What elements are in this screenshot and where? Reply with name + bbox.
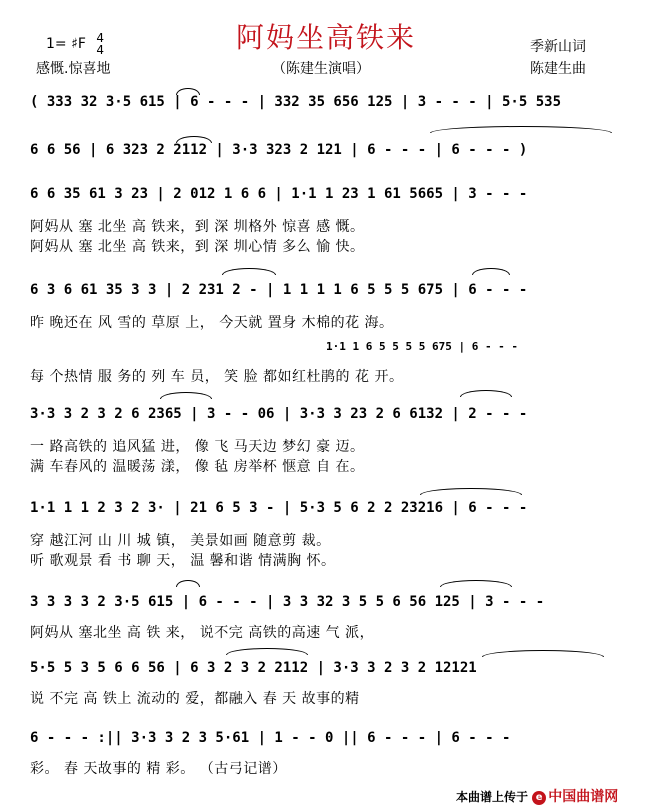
slur-mark [472, 268, 510, 275]
slur-mark [160, 392, 212, 399]
time-signature [96, 32, 104, 56]
composer-credit: 陈建生曲 [530, 61, 586, 77]
lyric-row-5b: 满 车春风的 温暖荡 漾， 像 毡 房举杯 惬意 自 在。 [30, 459, 365, 475]
slur-mark [226, 648, 308, 655]
score-row-3: 6 6 35 61 3 23 | 2 012 1 6 6 | 1·1 1 23 1 61 5665 | 3 - - - [30, 186, 528, 202]
time-sig-bottom: 4 [96, 43, 105, 57]
site-logo-icon: e [532, 791, 546, 805]
lyric-row-3a: 阿妈从 塞 北坐 高 铁来，到 深 圳格外 惊喜 感 慨。 [30, 219, 365, 235]
lyric-row-8: 说 不完 高 铁上 流动的 爱，都融入 春 天 故事的精 [30, 691, 360, 707]
slur-mark [460, 390, 512, 397]
time-sig-top: 4 [96, 31, 105, 45]
lyric-row-4: 昨 晚还在 风 雪的 草原 上， 今天就 置身 木棉的花 海。 [30, 315, 394, 331]
upload-label: 本曲谱上传于 [456, 790, 529, 804]
expression-mark: 感慨.惊喜地 [36, 61, 111, 77]
lyric-row-6b: 听 歌观景 看 书 聊 天， 温 馨和谐 情满胸 怀。 [30, 553, 336, 569]
upload-note [456, 786, 618, 806]
lyric-row-7: 阿妈从 塞北坐 高 铁 来， 说不完 高铁的高速 气 派， [30, 625, 375, 641]
score-row-7: 3 3 3 3 2 3·5 615 | 6 - - - | 3 3 32 3 5 5 6 56 125 | 3 - - - [30, 594, 545, 610]
slur-mark [176, 580, 200, 587]
slur-mark [176, 88, 200, 95]
key-text: 1= ♯F [46, 36, 86, 52]
lyric-row-9: 彩。 春 天故事的 精 彩。 （古弓记谱） [30, 761, 287, 777]
lyric-row-4-variant: 每 个热情 服 务的 列 车 员， 笑 脸 都如红杜鹃的 花 开。 [30, 369, 404, 385]
slur-mark [440, 580, 512, 587]
score-row-4-variant: 1·1 1 6 5 5 5 5 675 | 6 - - - [326, 340, 519, 353]
score-row-4: 6 3 6 61 35 3 3 | 2 231 2 - | 1 1 1 1 6 5 5 5 675 | 6 - - - [30, 282, 528, 298]
slur-mark [420, 488, 522, 495]
slur-mark [176, 136, 212, 143]
score-row-5: 3·3 3 2 3 2 6 2365 | 3 - - 06 | 3·3 3 23 2 6 6132 | 2 - - - [30, 406, 528, 422]
score-row-8: 5·5 5 3 5 6 6 56 | 6 3 2 3 2 2112 | 3·3 3 2 3 2 12121 [30, 660, 477, 676]
site-name: 中国曲谱网 [548, 789, 619, 805]
score-row-2: 6 6 56 | 6 323 2 2112 | 3·3 323 2 121 | 6 - - - | 6 - - - ) [30, 142, 528, 158]
performer-credit: （陈建生演唱） [272, 61, 370, 77]
lyric-row-6a: 穿 越江河 山 川 城 镇， 美景如画 随意剪 裁。 [30, 533, 331, 549]
slur-mark [222, 268, 276, 275]
score-row-9: 6 - - - :|| 3·3 3 2 3 5·61 | 1 - - 0 || 6 - - - | 6 - - - [30, 730, 511, 746]
song-title: 阿妈坐高铁来 [235, 21, 416, 54]
tie-mark [430, 126, 612, 133]
score-row-6: 1·1 1 1 2 3 2 3· | 21 6 5 3 - | 5·3 5 6 2 2 23216 | 6 - - - [30, 500, 528, 516]
lyricist-credit: 季新山词 [530, 39, 586, 55]
lyric-row-3b: 阿妈从 塞 北坐 高 铁来，到 深 圳心情 多么 愉 快。 [30, 239, 365, 255]
score-row-1: ( 333 32 3·5 615 | 6 - - - | 332 35 656 125 | 3 - - - | 5·5 535 [30, 94, 562, 110]
slur-mark [482, 650, 604, 657]
lyric-row-5a: 一 路高铁的 追风猛 进， 像 飞 马天边 梦幻 豪 迈。 [30, 439, 365, 455]
key-signature [46, 32, 104, 56]
